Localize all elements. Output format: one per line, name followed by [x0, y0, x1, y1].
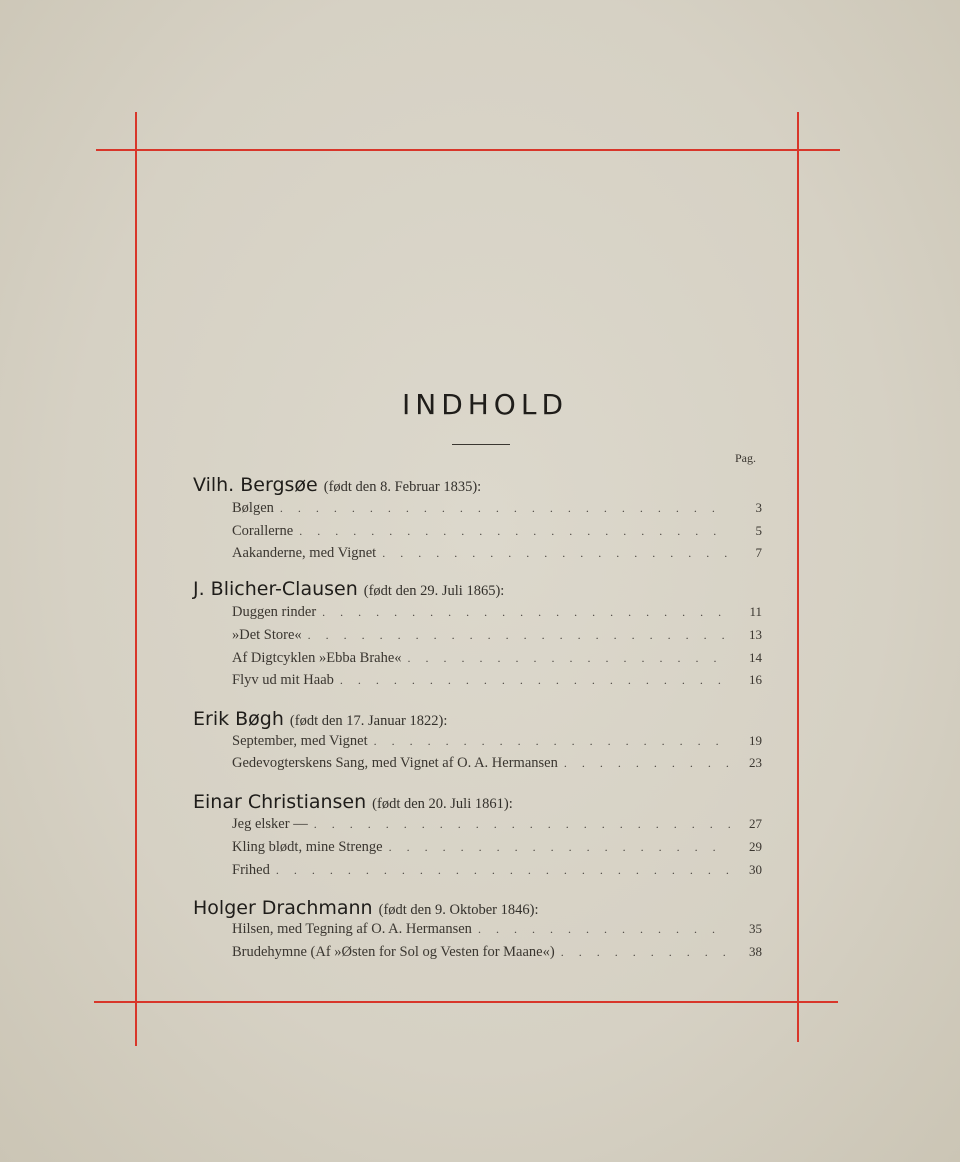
- entry-page: 5: [755, 523, 762, 538]
- author-name: J. Blicher-Clausen: [193, 578, 358, 600]
- entry-title: Jeg elsker —: [232, 816, 308, 832]
- entry-title: Flyv ud mit Haab: [232, 672, 334, 688]
- author-birth: (født den 9. Oktober 1846):: [378, 902, 539, 918]
- author-name: Einar Christiansen: [193, 791, 367, 813]
- author-heading: [193, 474, 481, 496]
- toc-entry: [232, 816, 762, 836]
- author-name: Erik Bøgh: [193, 708, 284, 730]
- entry-title: September, med Vignet: [232, 733, 368, 749]
- toc-entry: [232, 755, 762, 775]
- toc-entry: [232, 650, 762, 670]
- frame-bottom-rule: [94, 1001, 838, 1003]
- leader-dots: [561, 945, 730, 960]
- entry-page: 3: [755, 500, 762, 515]
- entry-page: 19: [749, 733, 762, 748]
- leader-dots: [299, 524, 730, 539]
- entry-title: Frihed: [232, 862, 270, 878]
- toc-entry: [232, 839, 762, 859]
- entry-title: Kling blødt, mine Strenge: [232, 839, 383, 855]
- toc-entry: [232, 862, 762, 882]
- author-name: Vilh. Bergsøe: [193, 474, 318, 496]
- leader-dots: [382, 546, 730, 561]
- entry-page: 35: [749, 921, 762, 936]
- title-underline: [452, 444, 510, 445]
- entry-page: 30: [749, 862, 762, 877]
- frame-right-rule: [797, 112, 799, 1042]
- frame-left-rule: [135, 112, 137, 1046]
- frame-top-rule: [96, 149, 840, 151]
- author-heading: [193, 708, 447, 730]
- author-birth: (født den 8. Februar 1835):: [323, 479, 482, 495]
- entry-title: Hilsen, med Tegning af O. A. Hermansen: [232, 921, 472, 937]
- leader-dots: [564, 756, 730, 771]
- toc-entry: [232, 733, 762, 753]
- page-title: INDHOLD: [401, 388, 569, 421]
- leader-dots: [322, 605, 730, 620]
- toc-entry: [232, 523, 762, 543]
- entry-page: 16: [749, 672, 762, 687]
- entry-title: Duggen rinder: [232, 604, 317, 620]
- entry-page: 23: [749, 755, 762, 770]
- toc-entry: [232, 604, 762, 624]
- toc-entry: [232, 500, 762, 520]
- author-name: Holger Drachmann: [193, 897, 373, 919]
- entry-page: 38: [749, 944, 762, 959]
- leader-dots: [408, 651, 730, 666]
- entry-page: 29: [749, 839, 762, 854]
- leader-dots: [314, 817, 730, 832]
- toc-entry: [232, 545, 762, 565]
- toc-entry: [232, 944, 762, 964]
- entry-title: Gedevogterskens Sang, med Vignet af O. A. Hermansen: [232, 755, 558, 771]
- author-heading: [193, 791, 513, 813]
- toc-entry: [232, 672, 762, 692]
- author-birth: (født den 29. Juli 1865):: [363, 583, 505, 599]
- leader-dots: [340, 673, 730, 688]
- leader-dots: [478, 922, 730, 937]
- entry-page: 13: [749, 627, 762, 642]
- entry-title: »Det Store«: [232, 627, 302, 643]
- leader-dots: [374, 734, 730, 749]
- author-heading: [193, 578, 504, 600]
- entry-title: Corallerne: [232, 523, 294, 539]
- entry-page: 27: [749, 816, 762, 831]
- page-column-label: Pag.: [735, 451, 756, 465]
- entry-page: 7: [755, 545, 762, 560]
- author-heading: [193, 897, 538, 919]
- leader-dots: [308, 628, 730, 643]
- entry-title: Aakanderne, med Vignet: [232, 545, 377, 561]
- author-birth: (født den 17. Januar 1822):: [289, 713, 448, 729]
- entry-page: 14: [749, 650, 762, 665]
- entry-title: Bølgen: [232, 500, 274, 516]
- toc-entry: [232, 921, 762, 941]
- entry-title: Brudehymne (Af »Østen for Sol og Vesten for Maane«): [232, 944, 555, 960]
- entry-title: Af Digtcyklen »Ebba Brahe«: [232, 650, 402, 666]
- leader-dots: [389, 840, 730, 855]
- leader-dots: [280, 501, 730, 516]
- toc-entry: [232, 627, 762, 647]
- author-birth: (født den 20. Juli 1861):: [372, 796, 513, 812]
- entry-page: 11: [749, 604, 762, 619]
- leader-dots: [276, 863, 730, 878]
